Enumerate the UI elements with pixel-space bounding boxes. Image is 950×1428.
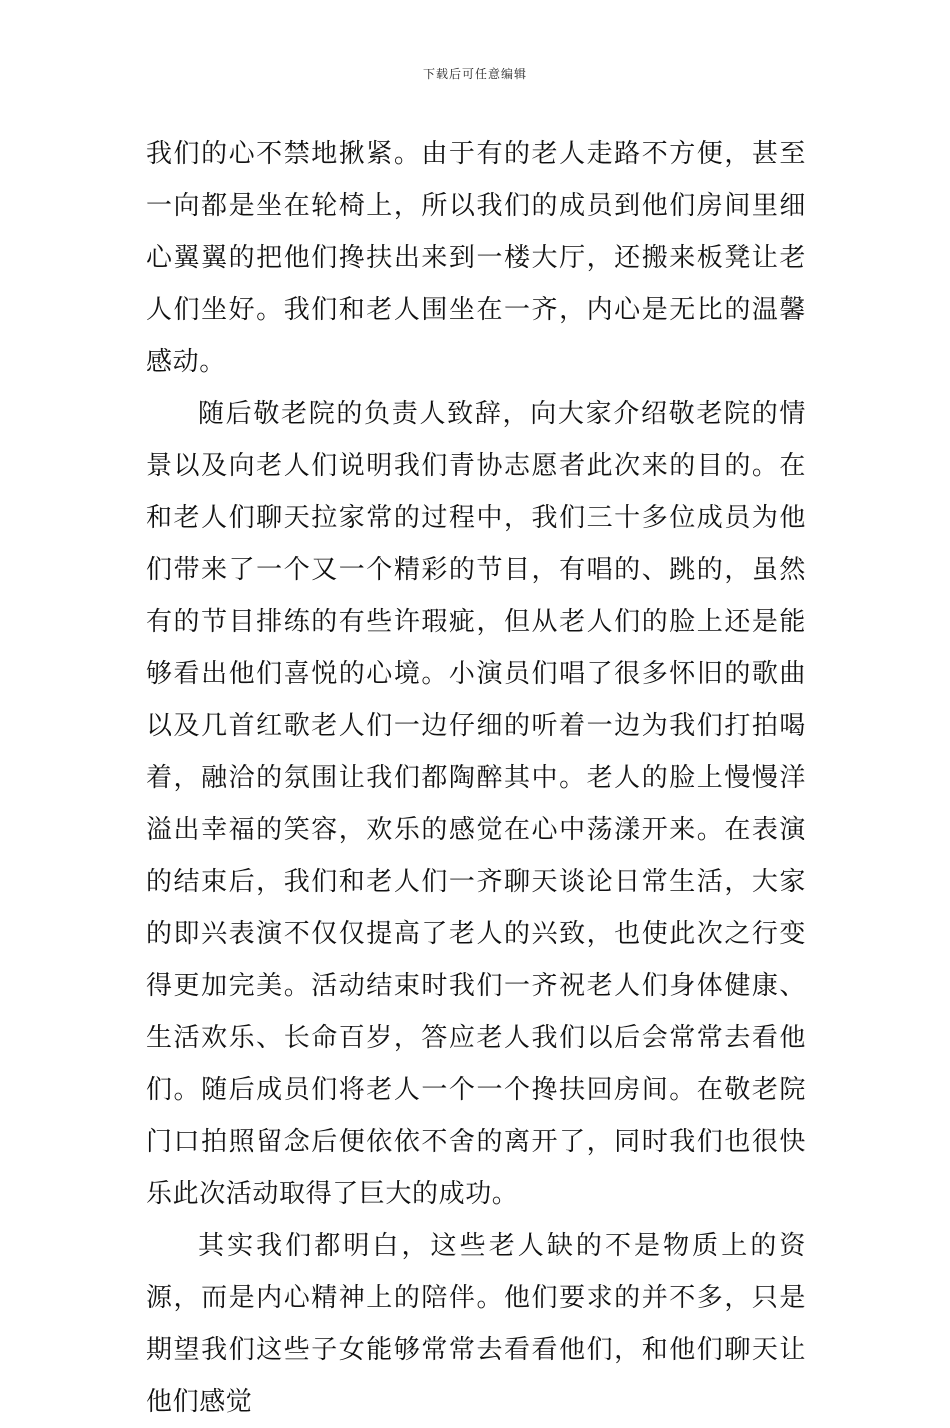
paragraph-2: 随后敬老院的负责人致辞，向大家介绍敬老院的情景以及向老人们说明我们青协志愿者此次来的目的。在和老人们聊天拉家常的过程中，我们三十多位成员为他们带来了一个又一个精彩的节目，有唱的、跳的，虽然有的节目排练的有些许瑕疵，但从老人们的脸上还是能够看出他们喜悦的心境。小演员们唱了很多怀旧的歌曲以及几首红歌老人们一边仔细的听着一边为我们打拍喝着，融洽的氛围让我们都陶醉其中。老人的脸上慢慢洋溢出幸福的笑容，欢乐的感觉在心中荡漾开来。在表演的结束后，我们和老人们一齐聊天谈论日常生活，大家的即兴表演不仅仅提高了老人的兴致，也使此次之行变得更加完美。活动结束时我们一齐祝老人们身体健康、生活欢乐、长命百岁，答应老人我们以后会常常去看他们。随后成员们将老人一个一个搀扶回房间。在敬老院门口拍照留念后便依依不舍的离开了，同时我们也很快乐此次活动取得了巨大的成功。 (146, 399, 806, 1209)
paragraph-1: 我们的心不禁地揪紧。由于有的老人走路不方便，甚至一向都是坐在轮椅上，所以我们的成员到他们房间里细心翼翼的把他们搀扶出来到一楼大厅，还搬来板凳让老人们坐好。我们和老人围坐在一齐，内心是无比的温馨感动。 (146, 139, 806, 377)
document-body (146, 128, 806, 1428)
page-header: 下载后可任意编辑 (422, 67, 527, 81)
paragraph-3: 其实我们都明白，这些老人缺的不是物质上的资源，而是内心精神上的陪伴。他们要求的并不多，只是期望我们这些子女能够常常去看看他们，和他们聊天让他们感觉 (146, 1231, 806, 1417)
